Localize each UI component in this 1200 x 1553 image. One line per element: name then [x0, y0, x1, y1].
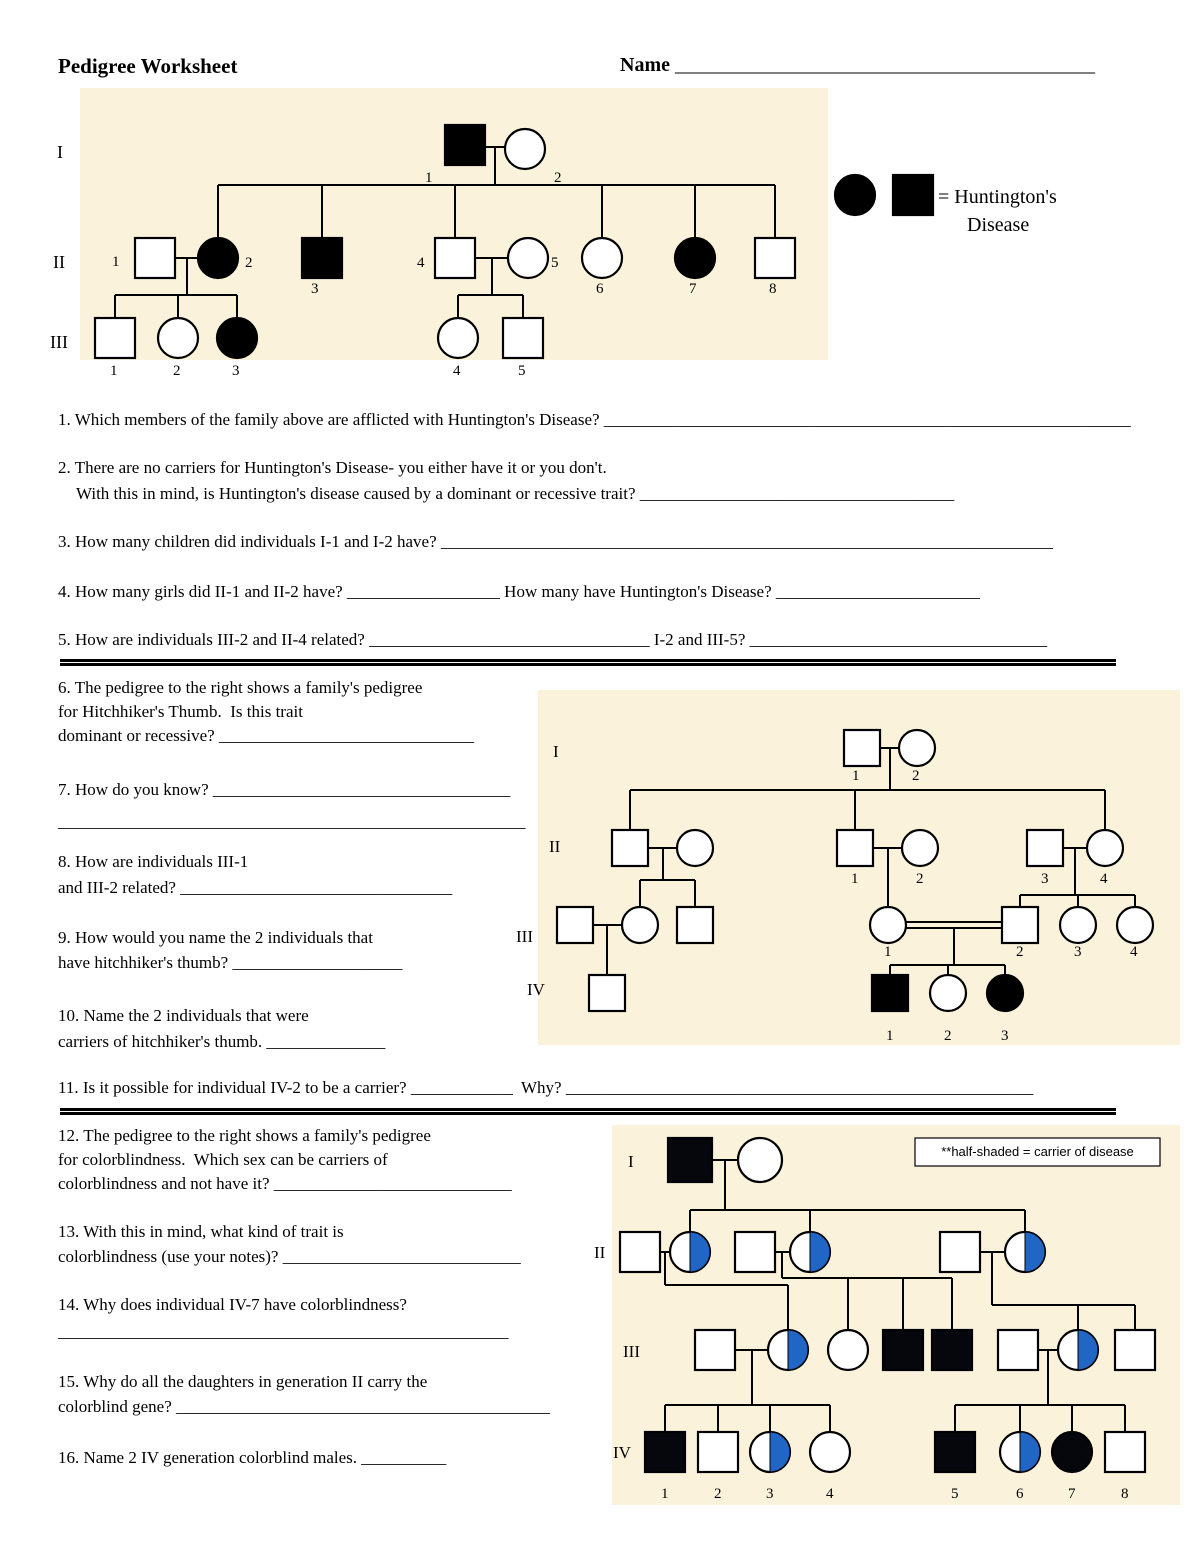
- individual-IV-7: [1052, 1432, 1092, 1472]
- question-8-line1: 8. How are individuals III-1: [58, 852, 249, 871]
- gen-label-II: II: [594, 1243, 606, 1262]
- pedigree-number-label: 7: [1068, 1486, 1076, 1502]
- question-12-line2: for colorblindness. Which sex can be carriers of: [58, 1150, 388, 1169]
- name-blank: __________________________________________: [674, 54, 1095, 76]
- pedigree-number-label: 7: [689, 281, 697, 297]
- question-4: 4. How many girls did II-1 and II-2 have? __________________ How many have Huntington's Disease? ________________________: [58, 582, 980, 601]
- individual-II-2: [198, 238, 238, 278]
- individual-IV-5: [935, 1432, 975, 1472]
- carrier-note-text: **half-shaded = carrier of disease: [941, 1144, 1134, 1159]
- pedigree-number-label: 4: [826, 1486, 834, 1502]
- gen-label-IV: IV: [527, 980, 545, 999]
- individual-III-1: [870, 907, 906, 943]
- individual-I-1: [668, 1138, 712, 1182]
- section-divider-1: [60, 659, 1116, 666]
- huntingtons-pedigree-chart: [40, 85, 1120, 385]
- question-12-line1: 12. The pedigree to the right shows a family's pedigree: [58, 1126, 431, 1145]
- individual-II-1: [837, 830, 873, 866]
- individual-II-3: [302, 238, 342, 278]
- hitchhikers-thumb-pedigree-chart: [500, 680, 1200, 1060]
- question-10-line2: carriers of hitchhiker's thumb. ______________: [58, 1032, 386, 1051]
- individual-II-8: [755, 238, 795, 278]
- individual-II-5: [940, 1232, 980, 1272]
- individual-III-8: [1115, 1330, 1155, 1370]
- gen-label-III: III: [623, 1342, 640, 1361]
- individual-III-1: [95, 318, 135, 358]
- individual-II-5: [508, 238, 548, 278]
- individual-I-1: [445, 125, 485, 165]
- question-7-line2: _______________________________________________________: [58, 812, 526, 831]
- pedigree-number-label: 2: [245, 255, 253, 271]
- pedigree-number-label: 1: [110, 363, 118, 379]
- individual-II-4: [1087, 830, 1123, 866]
- individual-II-1: [620, 1232, 660, 1272]
- individual-IV-4: [810, 1432, 850, 1472]
- individual-III-4: [438, 318, 478, 358]
- question-10-line1: 10. Name the 2 individuals that were: [58, 1006, 309, 1025]
- gen-label-I: I: [57, 142, 63, 162]
- pedigree-number-label: 4: [453, 363, 461, 379]
- individual-IV-a: [589, 975, 625, 1011]
- question-6-line3: dominant or recessive? ______________________________: [58, 726, 474, 745]
- individual-IV-1: [872, 975, 908, 1011]
- pedigree-number-label: 1: [425, 170, 433, 186]
- individual-III-b: [622, 907, 658, 943]
- pedigree-number-label: 3: [1074, 944, 1082, 960]
- pedigree-number-label: 3: [1001, 1028, 1009, 1044]
- individual-III-a: [557, 907, 593, 943]
- question-2-line1: 2. There are no carriers for Huntington's Disease- you either have it or you don't.: [58, 458, 607, 477]
- question-8-line2: and III-2 related? ________________________________: [58, 878, 453, 897]
- pedigree-number-label: 2: [912, 768, 920, 784]
- individual-IV-1: [645, 1432, 685, 1472]
- individual-II-3: [735, 1232, 775, 1272]
- question-5: 5. How are individuals III-2 and II-4 related? _________________________________ I-2 and III-5? ___________________________________: [58, 630, 1048, 649]
- individual-IV-2: [930, 975, 966, 1011]
- pedigree-number-label: 1: [661, 1486, 669, 1502]
- name-field: [620, 54, 1095, 77]
- question-11: 11. Is it possible for individual IV-2 to be a carrier? ____________ Why? _______________________________________________________: [58, 1078, 1034, 1097]
- gen-label-I: I: [553, 742, 559, 761]
- pedigree-number-label: 6: [1016, 1486, 1024, 1502]
- pedigree-number-label: 1: [852, 768, 860, 784]
- colorblindness-pedigree-chart: [580, 1120, 1200, 1515]
- pedigree-number-label: 2: [944, 1028, 952, 1044]
- individual-III-2: [1002, 907, 1038, 943]
- individual-III-3: [217, 318, 257, 358]
- individual-I-1: [844, 730, 880, 766]
- individual-III-5: [932, 1330, 972, 1370]
- pedigree-number-label: 5: [951, 1486, 959, 1502]
- pedigree-number-label: 2: [554, 170, 562, 186]
- question-13-line1: 13. With this in mind, what kind of trait is: [58, 1222, 344, 1241]
- individual-II-6: [582, 238, 622, 278]
- individual-I-2: [505, 129, 545, 169]
- worksheet-title: Pedigree Worksheet: [58, 54, 238, 78]
- individual-III-c: [677, 907, 713, 943]
- question-3: 3. How many children did individuals I-1 and I-2 have? ________________________________________________________________________: [58, 532, 1053, 551]
- individual-IV-3: [987, 975, 1023, 1011]
- pedigree-number-label: 3: [766, 1486, 774, 1502]
- individual-II-a: [612, 830, 648, 866]
- individual-II-1: [135, 238, 175, 278]
- individual-III-4: [1117, 907, 1153, 943]
- question-6-line1: 6. The pedigree to the right shows a family's pedigree: [58, 678, 423, 697]
- gen-label-III: III: [50, 332, 68, 352]
- pedigree-number-label: 1: [886, 1028, 894, 1044]
- individual-IV-2: [698, 1432, 738, 1472]
- gen-label-II: II: [549, 837, 561, 856]
- question-14-line2: _____________________________________________________: [58, 1322, 509, 1341]
- question-1: 1. Which members of the family above are afflicted with Huntington's Disease? ______________________________________________________________: [58, 410, 1131, 429]
- gen-label-III: III: [516, 927, 533, 946]
- individual-II-7: [675, 238, 715, 278]
- pedigree-number-label: 4: [1130, 944, 1138, 960]
- pedigree-number-label: 6: [596, 281, 604, 297]
- individual-III-1: [695, 1330, 735, 1370]
- gen-label-IV: IV: [613, 1443, 631, 1462]
- individual-III-4: [883, 1330, 923, 1370]
- question-9-line1: 9. How would you name the 2 individuals that: [58, 928, 373, 947]
- question-12-line3: colorblindness and not have it? ____________________________: [58, 1174, 512, 1193]
- pedigree-number-label: 1: [851, 871, 859, 887]
- pedigree-number-label: 3: [232, 363, 240, 379]
- pedigree-number-label: 2: [1016, 944, 1024, 960]
- pedigree-number-label: 8: [769, 281, 777, 297]
- question-2-line2: With this in mind, is Huntington's disease caused by a dominant or recessive trait? _____________________________________: [76, 484, 955, 503]
- individual-II-4: [435, 238, 475, 278]
- question-15-line1: 15. Why do all the daughters in generation II carry the: [58, 1372, 428, 1391]
- individual-I-2: [738, 1138, 782, 1182]
- question-14-line1: 14. Why does individual IV-7 have colorblindness?: [58, 1295, 407, 1314]
- pedigree-number-label: 3: [1041, 871, 1049, 887]
- individual-III-2: [158, 318, 198, 358]
- pedigree-number-label: 5: [518, 363, 526, 379]
- question-16: 16. Name 2 IV generation colorblind males. __________: [58, 1448, 447, 1467]
- pedigree-number-label: 2: [916, 871, 924, 887]
- pedigree-number-label: 5: [551, 255, 559, 271]
- individual-III-5: [503, 318, 543, 358]
- pedigree-number-label: 8: [1121, 1486, 1129, 1502]
- individual-III-3: [1060, 907, 1096, 943]
- individual-IV-8: [1105, 1432, 1145, 1472]
- individual-legend-square: [893, 175, 933, 215]
- individual-legend-circle: [835, 175, 875, 215]
- question-7-line1: 7. How do you know? ___________________________________: [58, 780, 511, 799]
- pedigree-number-label: 1: [112, 254, 120, 270]
- pedigree-number-label: 2: [173, 363, 181, 379]
- pedigree-number-label: 4: [417, 255, 425, 271]
- name-label: Name: [620, 54, 675, 76]
- question-15-line2: colorblind gene? ____________________________________________: [58, 1397, 551, 1416]
- pedigree-number-label: 1: [884, 944, 892, 960]
- legend-text-line2: Disease: [967, 214, 1030, 236]
- section-divider-2: [60, 1108, 1116, 1115]
- question-13-line2: colorblindness (use your notes)? ____________________________: [58, 1247, 521, 1266]
- legend-text-line1: = Huntington's: [938, 186, 1057, 208]
- question-6-line2: for Hitchhiker's Thumb. Is this trait: [58, 702, 303, 721]
- individual-I-2: [899, 730, 935, 766]
- pedigree-number-label: 3: [311, 281, 319, 297]
- individual-II-3: [1027, 830, 1063, 866]
- individual-III-6: [998, 1330, 1038, 1370]
- gen-label-II: II: [53, 252, 65, 272]
- individual-III-3: [828, 1330, 868, 1370]
- individual-II-2: [902, 830, 938, 866]
- question-9-line2: have hitchhiker's thumb? ____________________: [58, 953, 403, 972]
- pedigree-number-label: 2: [714, 1486, 722, 1502]
- gen-label-I: I: [628, 1152, 634, 1171]
- pedigree-number-label: 4: [1100, 871, 1108, 887]
- individual-II-b: [677, 830, 713, 866]
